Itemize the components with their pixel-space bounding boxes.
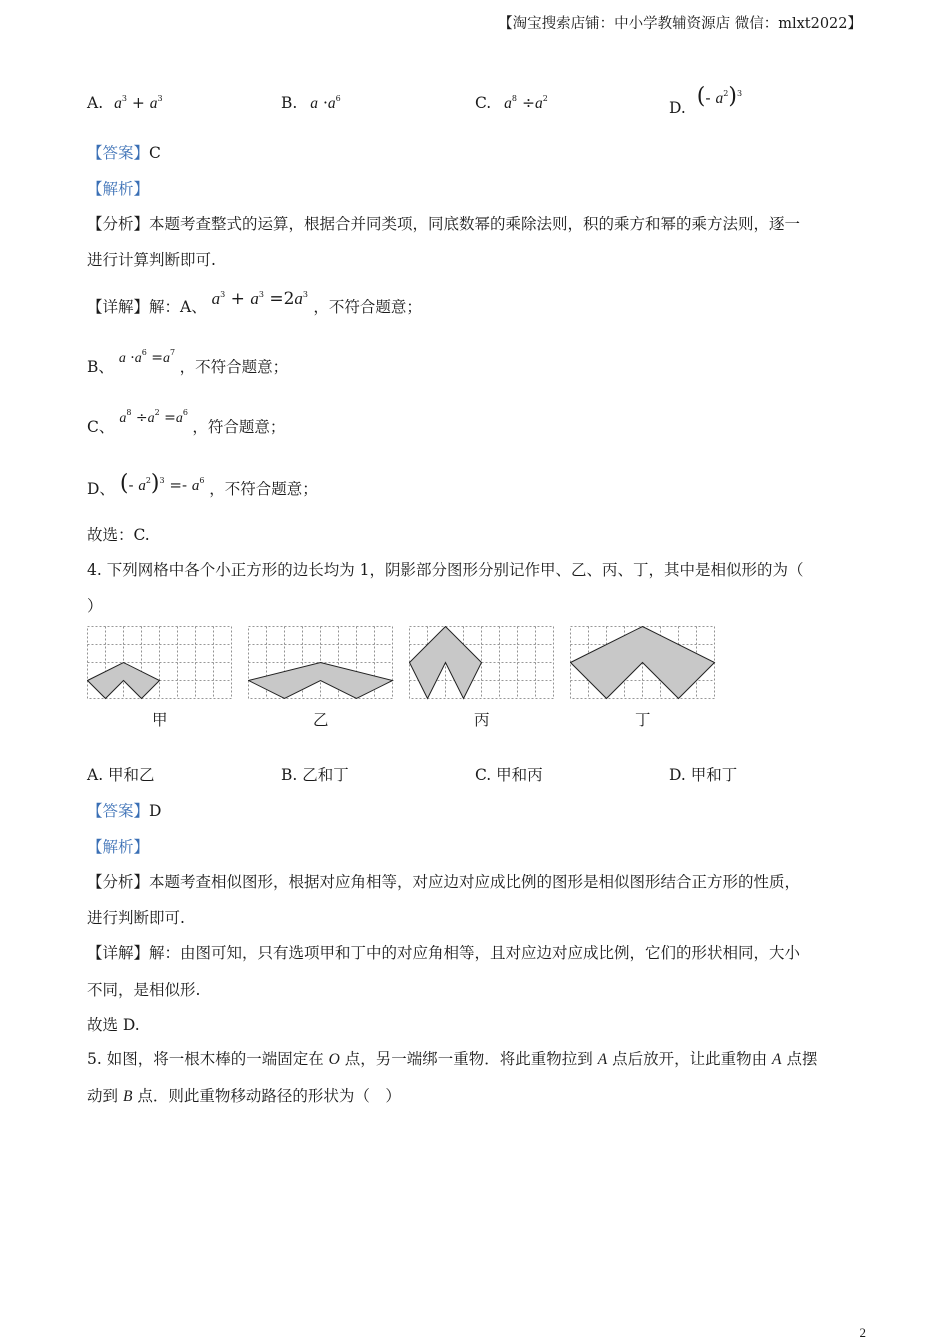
- q4-answer: 【答案】D: [87, 802, 162, 820]
- q3-option-b: B. $a \cdot a^6$: [281, 94, 341, 112]
- grid-figure-jia: [87, 626, 233, 700]
- q3-fenxi-line2: 进行计算判断即可.: [87, 251, 216, 269]
- q3-detail-c: C、 $a^8 \div a^2 =a^6$ ，符合题意；: [87, 408, 286, 436]
- q4-option-b: B. 乙和丁: [281, 766, 349, 784]
- q4-detail-line2: 不同，是相似形.: [87, 981, 201, 999]
- q3-detail-a: 【详解】解：A、 $a^3 + a^3 =2a^3$ ，不符合题意；: [87, 289, 422, 316]
- q3-option-d: D. (- $a^2)^3$: [669, 84, 743, 117]
- figure-label-yi: 乙: [313, 711, 329, 729]
- q3-option-a: A. $a^3 + a^3$: [87, 94, 163, 112]
- q4-conclusion: 故选 D.: [87, 1016, 140, 1034]
- q4-fenxi-line1: 【分析】本题考查相似图形，根据对应角相等，对应边对应成比例的图形是相似图形结合正方形的性质，: [87, 873, 801, 891]
- q4-stem-line1: 4. 下列网格中各个小正方形的边长均为 1，阴影部分图形分别记作甲、乙、丙、丁，其中是相似形的为（: [87, 561, 804, 579]
- page-header: 【淘宝搜索店铺：中小学教辅资源店 微信：mlxt2022】: [498, 16, 862, 32]
- q4-stem-line2: ）: [87, 597, 103, 615]
- grid-figure-ding: [570, 626, 716, 700]
- figure-label-jia: 甲: [152, 711, 168, 729]
- q5-stem-line2: 动到 B 点．则此重物移动路径的形状为（ ）: [87, 1087, 401, 1105]
- figure-label-ding: 丁: [635, 711, 651, 729]
- page-number: 2: [859, 1325, 866, 1340]
- q4-option-a: A. 甲和乙: [87, 766, 155, 784]
- q3-answer: 【答案】C: [87, 144, 161, 162]
- q3-analysis-tag: 【解析】: [87, 180, 150, 198]
- q4-option-d: D. 甲和丁: [669, 766, 738, 784]
- q4-option-c: C. 甲和丙: [475, 766, 543, 784]
- q5-stem-line1: 5. 如图，将一根木棒的一端固定在 O 点，另一端绑一重物．将此重物拉到 A 点后放开，让此重物由 A 点摆: [87, 1050, 818, 1068]
- q3-fenxi-line1: 【分析】本题考查整式的运算，根据合并同类项，同底数幂的乘除法则，积的乘方和幂的乘方法则，逐一: [87, 215, 801, 233]
- q3-detail-d: D、 (- $a^2)^3 =- a^6$ ，不符合题意；: [87, 471, 318, 498]
- q3-option-c: C. $a^8 \div a^2$: [475, 94, 548, 112]
- q4-fenxi-line2: 进行判断即可.: [87, 909, 185, 927]
- grid-figure-yi: [248, 626, 394, 700]
- q4-analysis-tag: 【解析】: [87, 838, 150, 856]
- grid-figure-bing: [409, 626, 555, 700]
- q4-detail-line1: 【详解】解：由图可知，只有选项甲和丁中的对应角相等，且对应边对应成比例，它们的形状相同，大小: [87, 944, 801, 962]
- q3-detail-b: B、 $a \cdot a^6 =a^7$ ，不符合题意；: [87, 348, 289, 376]
- q3-conclusion: 故选：C.: [87, 526, 150, 544]
- figure-label-bing: 丙: [474, 711, 490, 729]
